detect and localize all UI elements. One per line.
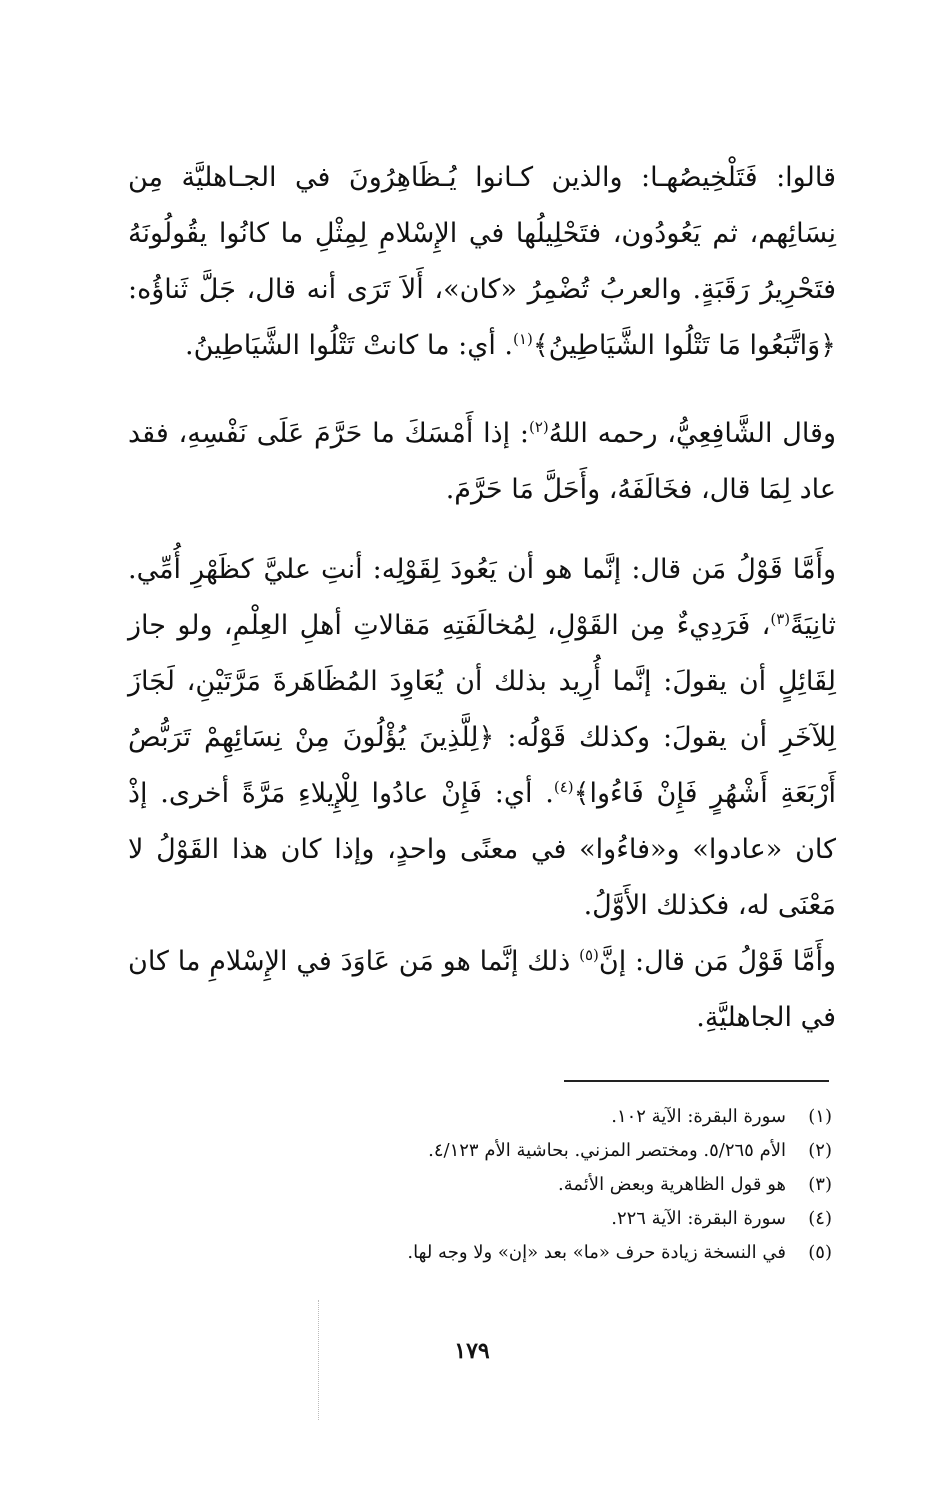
paragraph-4 (128, 934, 836, 1046)
paragraph-1-text-a: قالوا: فَتَلْخِيصُهـا: والذين كـانوا يُـظَاهِرُونَ في الجـاهليَّة مِن نِسَائِهم، ثم يَعُودُون، فتَحْلِيلُها في الإِسْلامِ لِمِثْلِ ما كانُوا يقُولُونَهُ فتَحْرِيرُ رَقَبَةٍ. والعربُ تُضْمِرُ «كان»، أَلاَ تَرَى أنه قال، جَلَّ ثَناؤُه: ﴿وَاتَّبَعُوا مَا تَتْلُوا الشَّيَاطِينُ﴾ (128, 162, 836, 361)
footnote-2 (200, 1134, 832, 1168)
paragraph-1 (128, 150, 836, 374)
footnote-number: (٥) (808, 1242, 832, 1263)
paragraph-4-text-a: وأَمَّا قَوْلُ مَن قال: إنَّ (598, 946, 836, 977)
footnote-ref-4[interactable]: (٤) (553, 778, 574, 796)
footnote-3 (200, 1168, 832, 1202)
paragraph-3-text-a: وأَمَّا قَوْلُ مَن قال: إنَّما هو أن يَعُودَ لِقَوْلِه: أنتِ عليَّ كظَهْرِ أُمِّي. ثانِيَةً (128, 554, 836, 641)
page-number: ١٧٩ (454, 1338, 490, 1364)
paragraph-2-text-b: : إذا أَمْسَكَ ما حَرَّمَ عَلَى نَفْسِهِ، فقد عاد لِمَا قال، فخَالَفَهُ، وأَحَلَّ مَا حَرَّمَ. (128, 418, 836, 505)
footnote-text: الأم ٥/٢٦٥. ومختصر المزني. بحاشية الأم ٤/١٢٣. (428, 1140, 786, 1161)
footnote-number: (١) (808, 1106, 832, 1127)
footnote-ref-1[interactable]: (١) (513, 330, 533, 348)
paragraph-3-text-c: . أي: فَإِنْ عادُوا لِلْإِيلاءِ مَرَّةً أخرى. إذْ كان «عادوا» و«فاءُوا» في معنًى واحدٍ، وإذا كان هذا القَوْلُ لا مَعْنَى له، فكذلك الأَوَّلُ. (128, 778, 836, 921)
footnote-text: هو قول الظاهرية وبعض الأئمة. (558, 1174, 786, 1195)
footnote-text: سورة البقرة: الآية ١٠٢. (611, 1106, 786, 1127)
footnote-5 (200, 1236, 832, 1270)
footnote-number: (٣) (808, 1174, 832, 1195)
paragraph-2 (128, 406, 836, 518)
paragraph-3-text-b: ، فَرَدِيءٌ مِن القَوْلِ، لِمُخالَفَتِهِ مَقالاتِ أهلِ العِلْمِ، ولو جاز لِقَائِلٍ أن يقولَ: إنَّما أُرِيد بذلك أن يُعَاوِدَ المُظَاهَرةَ مَرَّتَيْنِ، لَجَازَ لِلآخَرِ أن يقولَ: وكذلك قَوْلُه: ﴿لِلَّذِينَ يُؤْلُونَ مِنْ نِسَائِهِمْ تَرَبُّصُ أَرْبَعَةِ أَشْهُرٍ فَإِنْ فَاءُوا﴾ (128, 610, 837, 809)
footnote-text: سورة البقرة: الآية ٢٢٦. (611, 1208, 786, 1229)
footnote-ref-5[interactable]: (٥) (579, 946, 599, 964)
footnote-ref-2[interactable]: (٢) (529, 418, 549, 436)
footnote-number: (٢) (808, 1140, 832, 1161)
paragraph-3 (128, 542, 836, 934)
paragraph-4-text-b: ذلك إنَّما هو مَن عَاوَدَ في الإِسْلامِ ما كان في الجاهليَّةِ. (128, 946, 836, 1033)
footnote-4 (200, 1202, 832, 1236)
paragraph-2-text-a: وقال الشَّافِعِيُّ، رحمه اللهُ (548, 418, 837, 449)
footnotes-list (200, 1100, 832, 1270)
footnote-separator (564, 1080, 829, 1082)
paragraph-1-text-b: . أي: ما كانتْ تَتْلُوا الشَّيَاطِينُ. (184, 330, 514, 361)
footnote-text: في النسخة زيادة حرف «ما» بعد «إن» ولا وجه لها. (407, 1242, 786, 1263)
footnote-ref-3[interactable]: (٣) (770, 610, 791, 628)
footnote-1 (200, 1100, 832, 1134)
footnote-number: (٤) (808, 1208, 832, 1229)
